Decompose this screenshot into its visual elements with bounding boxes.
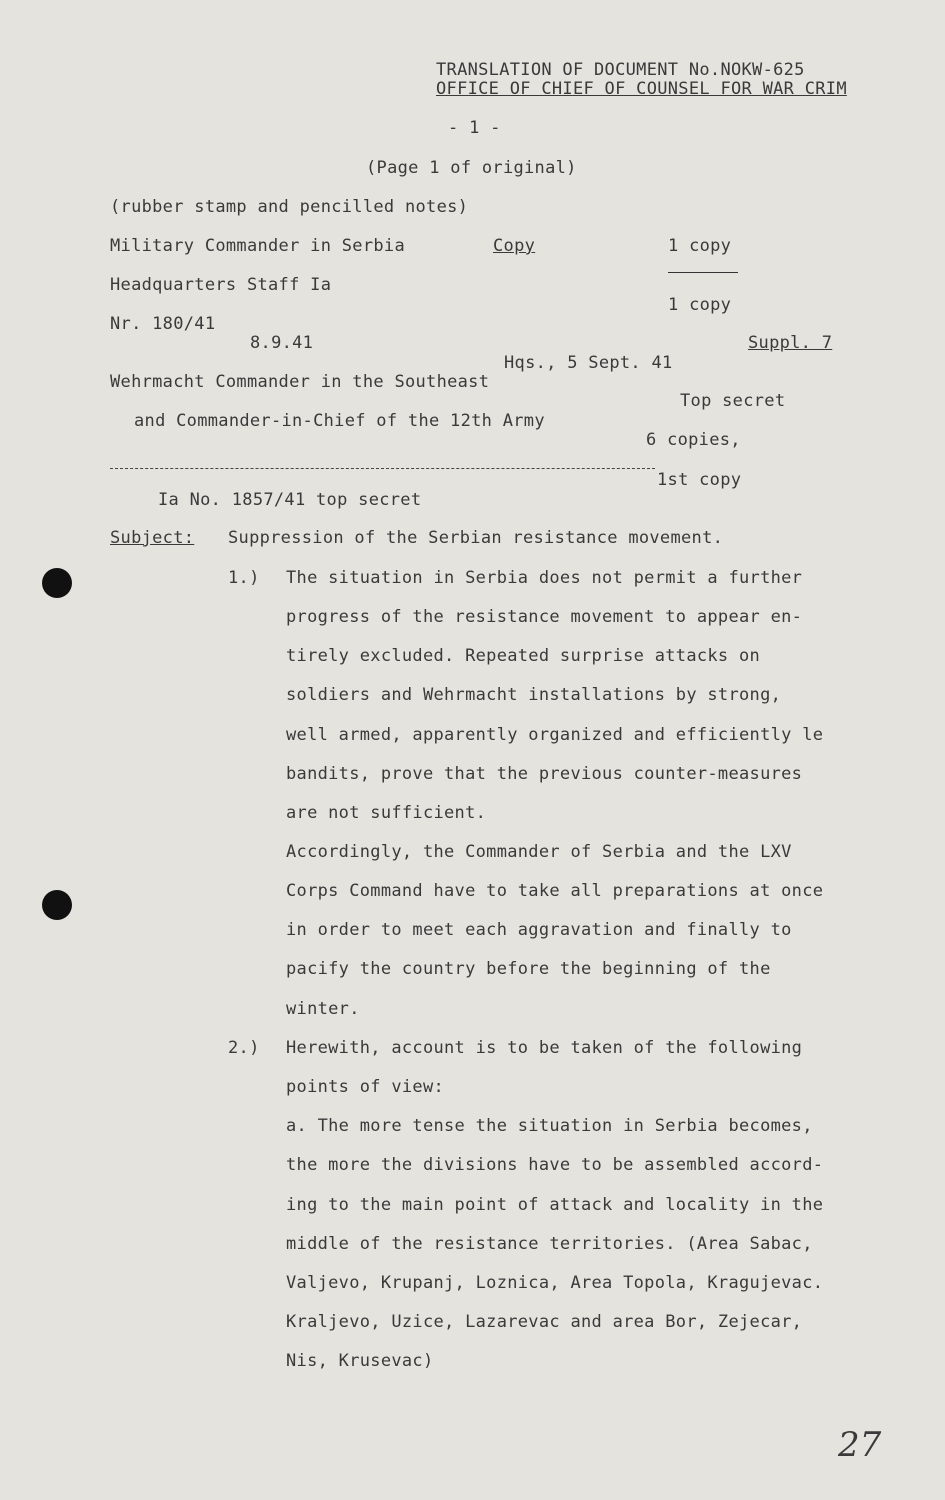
paragraph-1-line: soldiers and Wehrmacht installations by strong, [286, 685, 782, 705]
hq-staff: Headquarters Staff Ia [110, 275, 332, 295]
handwritten-page-number: 27 [838, 1425, 882, 1465]
paragraph-2-line: Herewith, account is to be taken of the following [286, 1038, 803, 1058]
paragraph-2-line: Nis, Krusevac) [286, 1351, 434, 1371]
paragraph-1-line: bandits, prove that the previous counter-measures [286, 764, 803, 784]
page-number: - 1 - [448, 118, 501, 138]
commander-in-chief: and Commander-in-Chief of the 12th Army [134, 411, 545, 431]
paragraph-1-line: are not sufficient. [286, 803, 487, 823]
paragraph-2-line: Valjevo, Krupanj, Loznica, Area Topola, Kragujevac. [286, 1273, 824, 1293]
copy-label: Copy [493, 236, 536, 256]
paragraph-2-line: the more the divisions have to be assembled accord- [286, 1155, 824, 1175]
stamp-note: (rubber stamp and pencilled notes) [110, 197, 469, 217]
paragraph-2-line: ing to the main point of attack and locality in the [286, 1195, 824, 1215]
paragraph-1-line: Accordingly, the Commander of Serbia and the LXV [286, 842, 792, 862]
paragraph-1-line: winter. [286, 999, 360, 1019]
subject-text: Suppression of the Serbian resistance movement. [228, 528, 724, 548]
punch-hole [42, 890, 72, 920]
separator-line [110, 468, 655, 469]
paragraph-1-line: well armed, apparently organized and efficiently le [286, 725, 824, 745]
military-commander: Military Commander in Serbia [110, 236, 405, 256]
paragraph-1-line: pacify the country before the beginning of the [286, 959, 771, 979]
six-copies: 6 copies, [646, 430, 741, 450]
copy-count: 1 copy [668, 295, 732, 315]
supplement: Suppl. 7 [748, 333, 833, 353]
paragraph-2-line: points of view: [286, 1077, 445, 1097]
top-secret: Top secret [680, 391, 786, 411]
paragraph-2-line: Kraljevo, Uzice, Lazarevac and area Bor, Zejecar, [286, 1312, 803, 1332]
subject-label: Subject: [110, 528, 195, 548]
punch-hole [42, 568, 72, 598]
paragraph-1-number: 1.) [228, 568, 260, 588]
paragraph-1-line: Corps Command have to take all preparations at once [286, 881, 824, 901]
header-line-2: OFFICE OF CHIEF OF COUNSEL FOR WAR CRIM [436, 79, 847, 99]
ia-number: Ia No. 1857/41 top secret [158, 490, 422, 510]
paragraph-2-line: middle of the resistance territories. (Area Sabac, [286, 1234, 813, 1254]
paragraph-1-line: progress of the resistance movement to appear en- [286, 607, 803, 627]
reference-number: Nr. 180/41 [110, 314, 216, 334]
header-line-1: TRANSLATION OF DOCUMENT No.NOKW-625 [436, 60, 805, 80]
wehrmacht-commander: Wehrmacht Commander in the Southeast [110, 372, 490, 392]
paragraph-2-line: a. The more tense the situation in Serbia becomes, [286, 1116, 813, 1136]
hqs-date: Hqs., 5 Sept. 41 [504, 353, 673, 373]
first-copy: 1st copy [657, 470, 742, 490]
paragraph-2-number: 2.) [228, 1038, 260, 1058]
paragraph-1-line: in order to meet each aggravation and finally to [286, 920, 792, 940]
page-of-original: (Page 1 of original) [366, 158, 577, 178]
copy-divider [668, 272, 738, 273]
paragraph-1-line: The situation in Serbia does not permit a further [286, 568, 803, 588]
paragraph-1-line: tirely excluded. Repeated surprise attacks on [286, 646, 761, 666]
date-small: 8.9.41 [250, 333, 314, 353]
copy-count: 1 copy [668, 236, 732, 256]
